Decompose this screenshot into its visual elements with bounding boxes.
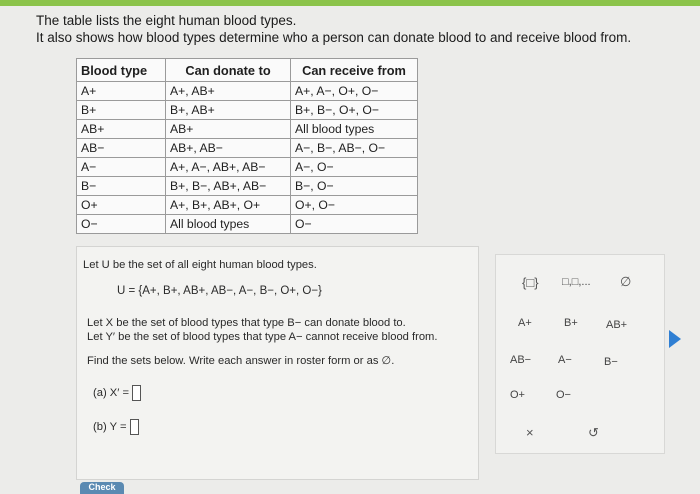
key-a-plus[interactable]: A+ [518, 317, 532, 329]
table-cell: O+, O− [291, 196, 418, 215]
table-cell: A+ [77, 82, 166, 101]
key-o-minus[interactable]: O− [556, 389, 571, 401]
key-b-plus[interactable]: B+ [564, 317, 578, 329]
part-b-answer-input[interactable] [130, 419, 139, 435]
part-a [93, 385, 141, 401]
table-cell: AB+, AB− [166, 139, 291, 158]
roster-list-key[interactable]: □,□,... [562, 276, 591, 288]
check-button[interactable]: Check [80, 482, 124, 494]
table-row [77, 101, 418, 120]
table-cell: AB+ [77, 120, 166, 139]
part-b [93, 419, 139, 435]
key-ab-plus[interactable]: AB+ [606, 319, 628, 331]
intro-line-1: The table lists the eight human blood types. [36, 13, 297, 28]
table-header-row [77, 59, 418, 82]
table-cell: A+, B+, AB+, O+ [166, 196, 291, 215]
key-o-plus[interactable]: O+ [510, 389, 525, 401]
intro-line-2: It also shows how blood types determine who a person can donate blood to and receive blood from. [36, 30, 632, 45]
let-u-text: Let U be the set of all eight human blood types. [83, 259, 317, 271]
problem-panel [76, 246, 479, 480]
table-cell: O− [77, 215, 166, 234]
key-b-minus[interactable]: B− [604, 356, 618, 368]
table-cell: B+ [77, 101, 166, 120]
table-row [77, 158, 418, 177]
part-b-label: (b) Y = [93, 420, 127, 433]
header-can-donate-to: Can donate to [166, 59, 291, 82]
table-cell: B−, O− [291, 177, 418, 196]
key-a-minus[interactable]: A− [558, 354, 572, 366]
table-row [77, 215, 418, 234]
table-cell: O− [291, 215, 418, 234]
instructions-text: Find the sets below. Write each answer in roster form or as ∅. [87, 355, 395, 367]
top-accent-bar [0, 0, 700, 6]
intro-text [36, 12, 676, 46]
table-cell: A+, A−, O+, O− [291, 82, 418, 101]
table-row [77, 196, 418, 215]
table-cell: AB− [77, 139, 166, 158]
empty-set-key[interactable]: ∅ [620, 274, 632, 289]
table-cell: All blood types [291, 120, 418, 139]
part-a-label: (a) X′ = [93, 386, 129, 399]
table-cell: AB+ [166, 120, 291, 139]
table-cell: A−, B−, AB−, O− [291, 139, 418, 158]
table-row [77, 120, 418, 139]
table-cell: B+, B−, O+, O− [291, 101, 418, 120]
header-can-receive-from: Can receive from [291, 59, 418, 82]
table-cell: A−, O− [291, 158, 418, 177]
table-cell: B+, AB+ [166, 101, 291, 120]
let-x-text: Let X be the set of blood types that type B− can donate blood to. [87, 317, 406, 329]
let-y-text: Let Y′ be the set of blood types that type A− cannot receive blood from. [87, 331, 438, 343]
table-cell: A+, AB+ [166, 82, 291, 101]
table-cell: A+, A−, AB+, AB− [166, 158, 291, 177]
set-braces-key[interactable]: {□} [522, 275, 539, 290]
table-cell: A− [77, 158, 166, 177]
clear-x-icon[interactable]: × [526, 425, 534, 440]
math-keypad [495, 254, 665, 454]
table-cell: B+, B−, AB+, AB− [166, 177, 291, 196]
table-cell: All blood types [166, 215, 291, 234]
table-cell: O+ [77, 196, 166, 215]
table-row [77, 177, 418, 196]
part-a-answer-input[interactable] [132, 385, 141, 401]
table-row [77, 82, 418, 101]
header-blood-type: Blood type [77, 59, 166, 82]
u-definition: U = {A+, B+, AB+, AB−, A−, B−, O+, O−} [117, 285, 322, 297]
blood-type-table [76, 58, 418, 234]
cursor-arrow-icon [669, 330, 681, 348]
undo-icon[interactable]: ↺ [588, 425, 599, 440]
table-cell: B− [77, 177, 166, 196]
table-row [77, 139, 418, 158]
key-ab-minus[interactable]: AB− [510, 354, 532, 366]
